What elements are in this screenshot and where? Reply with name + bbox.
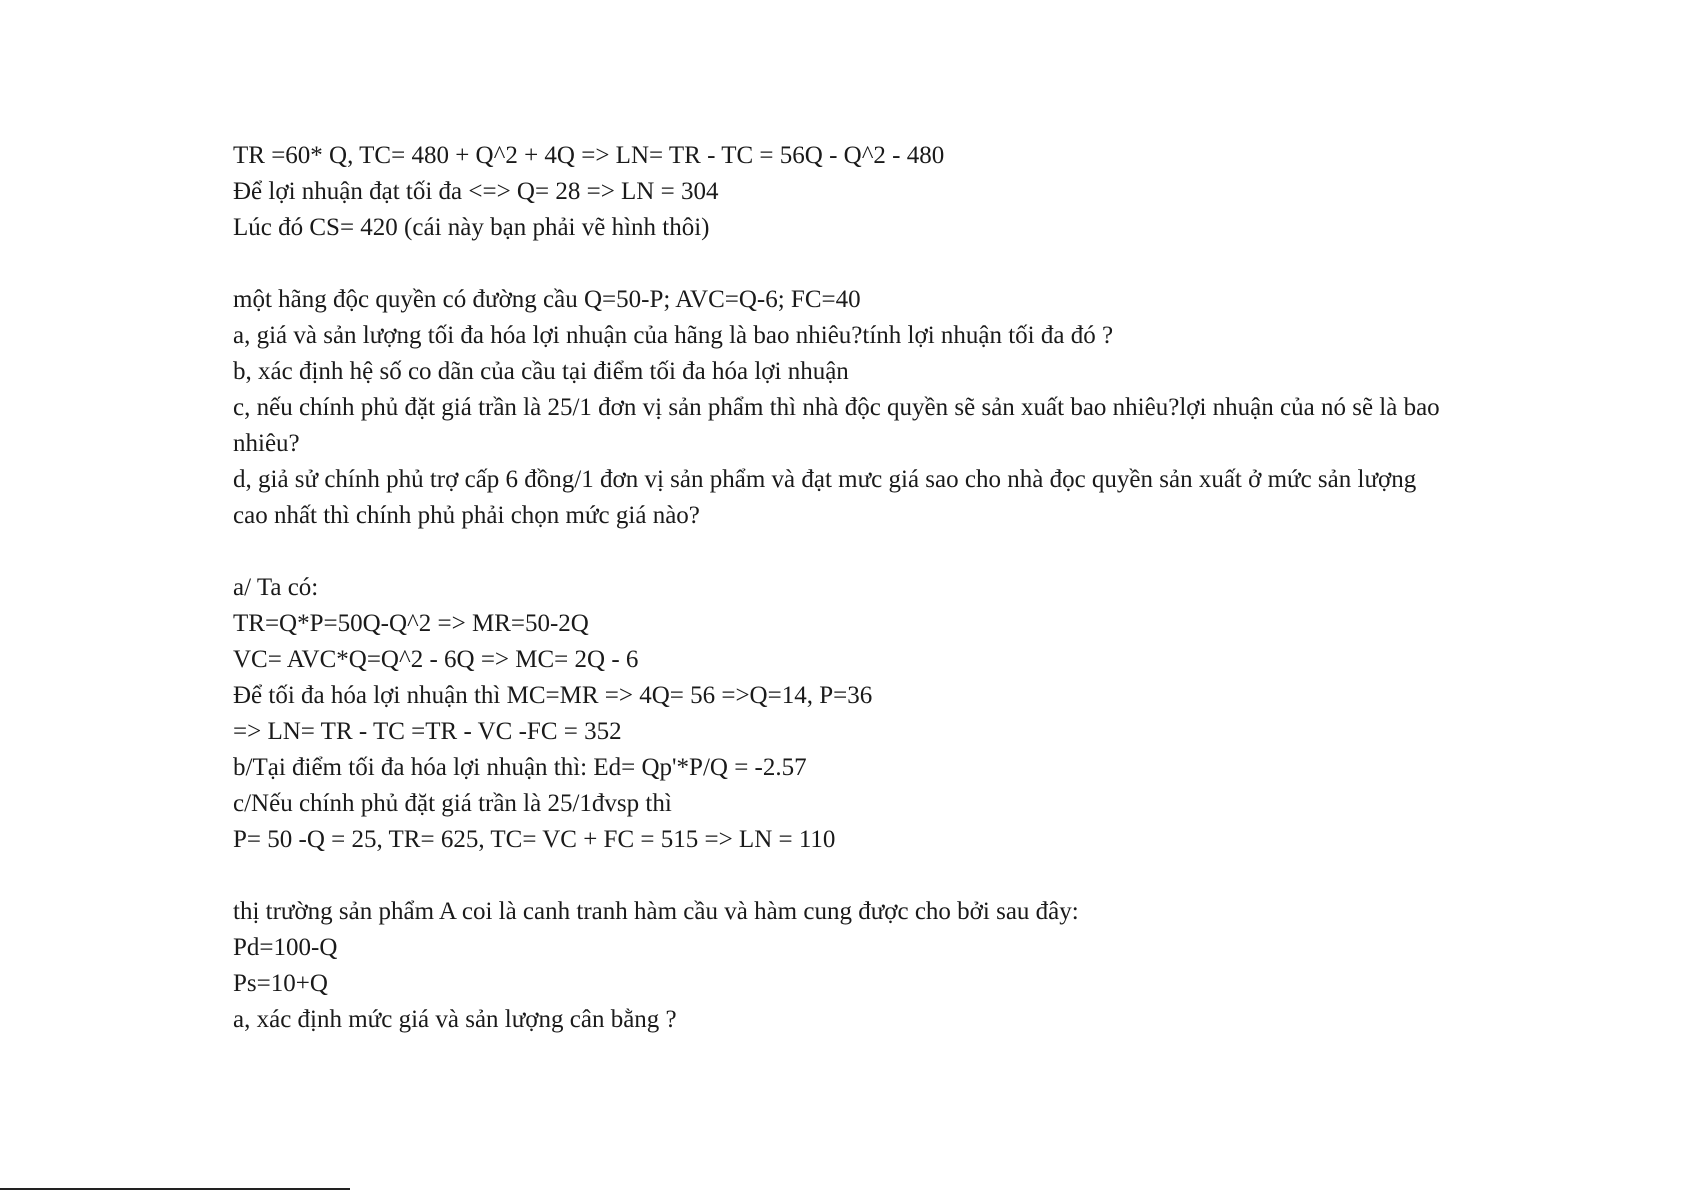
- monopoly-problem-block: [233, 282, 1446, 534]
- text-line: P= 50 -Q = 25, TR= 625, TC= VC + FC = 515 => LN = 110: [233, 826, 836, 853]
- document-page: [233, 138, 1446, 1038]
- text-line: TR =60* Q, TC= 480 + Q^2 + 4Q => LN= TR - TC = 56Q - Q^2 - 480: [233, 142, 945, 169]
- text-line: a/ Ta có:: [233, 574, 319, 601]
- text-line: c/Nếu chính phủ đặt giá trần là 25/1đvsp thì: [233, 790, 672, 817]
- text-line: VC= AVC*Q=Q^2 - 6Q => MC= 2Q - 6: [233, 646, 639, 673]
- text-line: Để lợi nhuận đạt tối đa <=> Q= 28 => LN = 304: [233, 178, 719, 205]
- text-line: b, xác định hệ số co dãn của cầu tại điểm tối đa hóa lợi nhuận: [233, 358, 849, 385]
- text-line: a, xác định mức giá và sản lượng cân bằng ?: [233, 1006, 677, 1033]
- text-line: một hãng độc quyền có đường cầu Q=50-P; AVC=Q-6; FC=40: [233, 286, 861, 313]
- text-line: Ps=10+Q: [233, 970, 328, 997]
- text-line: d, giả sử chính phủ trợ cấp 6 đồng/1 đơn vị sản phẩm và đạt mưc giá sao cho nhà đọc quyền sản xuất ở mức sản lượng cao nhất thì chính phủ phải chọn mức giá nào?: [233, 466, 1423, 529]
- text-line: b/Tại điểm tối đa hóa lợi nhuận thì: Ed= Qp'*P/Q = -2.57: [233, 754, 807, 781]
- footnote-divider: [0, 1188, 350, 1190]
- text-line: TR=Q*P=50Q-Q^2 => MR=50-2Q: [233, 610, 589, 637]
- text-line: => LN= TR - TC =TR - VC -FC = 352: [233, 718, 622, 745]
- profit-calculation-block: [233, 138, 1443, 246]
- text-line: c, nếu chính phủ đặt giá trần là 25/1 đơn vị sản phẩm thì nhà độc quyền sẽ sản xuất bao nhiêu?lợi nhuận của nó sẽ là bao nhiêu?: [233, 394, 1446, 457]
- text-line: a, giá và sản lượng tối đa hóa lợi nhuận của hãng là bao nhiêu?tính lợi nhuận tối đa đó ?: [233, 322, 1114, 349]
- text-line: thị trường sản phẩm A coi là canh tranh hàm cầu và hàm cung được cho bởi sau đây:: [233, 898, 1079, 925]
- text-line: Lúc đó CS= 420 (cái này bạn phải vẽ hình thôi): [233, 214, 710, 241]
- text-line: Để tối đa hóa lợi nhuận thì MC=MR => 4Q= 56 =>Q=14, P=36: [233, 682, 873, 709]
- text-line: Pd=100-Q: [233, 934, 338, 961]
- monopoly-solution-block: [233, 570, 1443, 858]
- competitive-market-block: [233, 894, 1443, 1038]
